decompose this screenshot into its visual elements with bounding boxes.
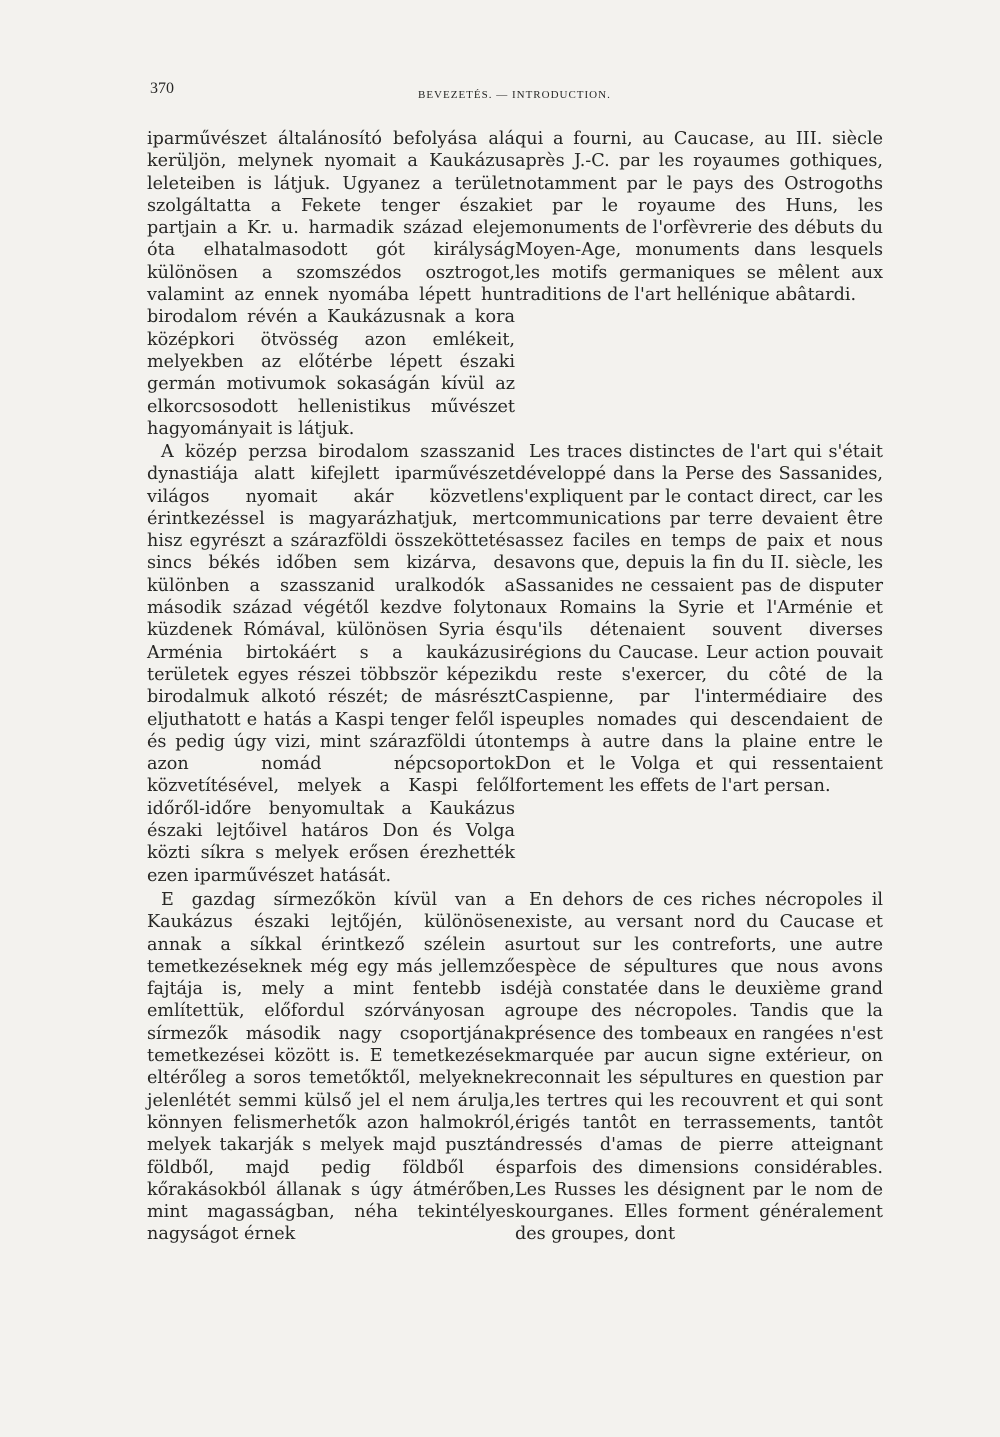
hungarian-paragraph-2: A közép perzsa birodalom szasszanid dynastiája alatt kifejlett iparművészet világos nyomait akár közvetlen érintkezéssel is magyarázhatjuk, mert hisz egyrészt a szárazföldi összeköttetés sincs békés időben sem kizárva, de különben a szasszanid uralkodók a második század végétől kezdve folyton küzdenek Rómával, különösen Syria és Arménia birtokáért s a kaukázusi területek egyes részei többször képezik birodalmuk alkotó részét; de másrészt eljuthatott e hatás a Kaspi tenger felől is és pedig úgy vizi, mint szárazföldi úton azon nomád népcsoportok közvetítésével, melyek a Kaspi felől időről-időre benyomultak a Kaukázus északi lejtőivel határos Don és Volga közti síkra s melyek erősen érezhették ezen iparművészet hatását. (147, 442, 515, 886)
french-paragraph-1: qui a fourni, au Caucase, au III. siècle après J.-C. par les royaumes gothiques, notamment par le pays des Ostrogoths et par le royaume des Huns, les monuments de l'orfèvrerie des débuts du Moyen-Age, monuments dans lesquels les motifs germaniques se mêlent aux traditions de l'art hellénique abâtardi. (515, 129, 883, 306)
page-number: 370 (150, 80, 174, 97)
french-paragraph-3: En dehors de ces riches nécropoles il existe, au versant nord du Caucase et surtout sur les contreforts, une autre espèce de sépultures que nous avons déjà constatée dans le deuxième grand groupe des nécropoles. Tandis que la présence des tombeaux en rangées n'est marquée par aucun signe extérieur, on reconnait les sépultures en question par les tertres qui les recouvrent et qui sont érigés tantôt en terrassements, tantôt dressés d'amas de pierre atteignant parfois des dimensions considérables. Les Russes les désignent par le nom de kourganes. Elles forment généralement des groupes, dont (515, 890, 883, 1245)
running-head: BEVEZETÉS. — INTRODUCTION. (418, 89, 611, 101)
hungarian-paragraph-1: iparművészet általánosító befolyása alá kerüljön, melynek nyomait a Kaukázus leleteiben is látjuk. Ugyanez a terület szolgáltatta a Fekete tenger északi partjain a Kr. u. harmadik század eleje óta elhatalmasodott gót királyság különösen a szomszédos osztrogot, valamint az ennek nyomába lépett hun birodalom révén a Kaukázusnak a kora középkori ötvösség azon emlékeit, melyekben az előtérbe lépett északi germán motivumok sokaságán kívül az elkorcsosodott hellenistikus művészet hagyományait is látjuk. (147, 129, 515, 439)
french-paragraph-2: Les traces distinctes de l'art qui s'était développé dans la Perse des Sassanides, s'expliquent par le contact direct, car les communications par terre devaient être assez faciles en temps de paix et nous savons que, depuis la fin du II. siècle, les Sassanides ne cessaient pas de disputer aux Romains la Syrie et l'Arménie et qu'ils détenaient souvent diverses régions du Caucase. Leur action pouvait du reste s'exercer, du côté de la Caspienne, par l'intermédiaire des peuples nomades qui descendaient de temps à autre dans la plaine entre le Don et le Volga et qui ressentaient fortement les effets de l'art persan. (515, 442, 883, 797)
hungarian-paragraph-3: E gazdag sírmezőkön kívül van a Kaukázus északi lejtőjén, különösen annak a síkkal érintkező szélein a temetkezéseknek még egy más jellemző fajtája is, mely a mint fentebb is említettük, előfordul szórványosan a sírmezők második nagy csoportjának temetkezései között is. E temetkezések eltérőleg a soros temetőktől, melyeknek jelenlétét semmi külső jel el nem árulja, könnyen felismerhetők azon halmokról, melyek takarják s melyek majd pusztán földből, majd pedig földből és kőrakásokból állanak s úgy átmérőben, mint magasságban, néha tekintélyes nagyságot érnek (147, 890, 515, 1245)
